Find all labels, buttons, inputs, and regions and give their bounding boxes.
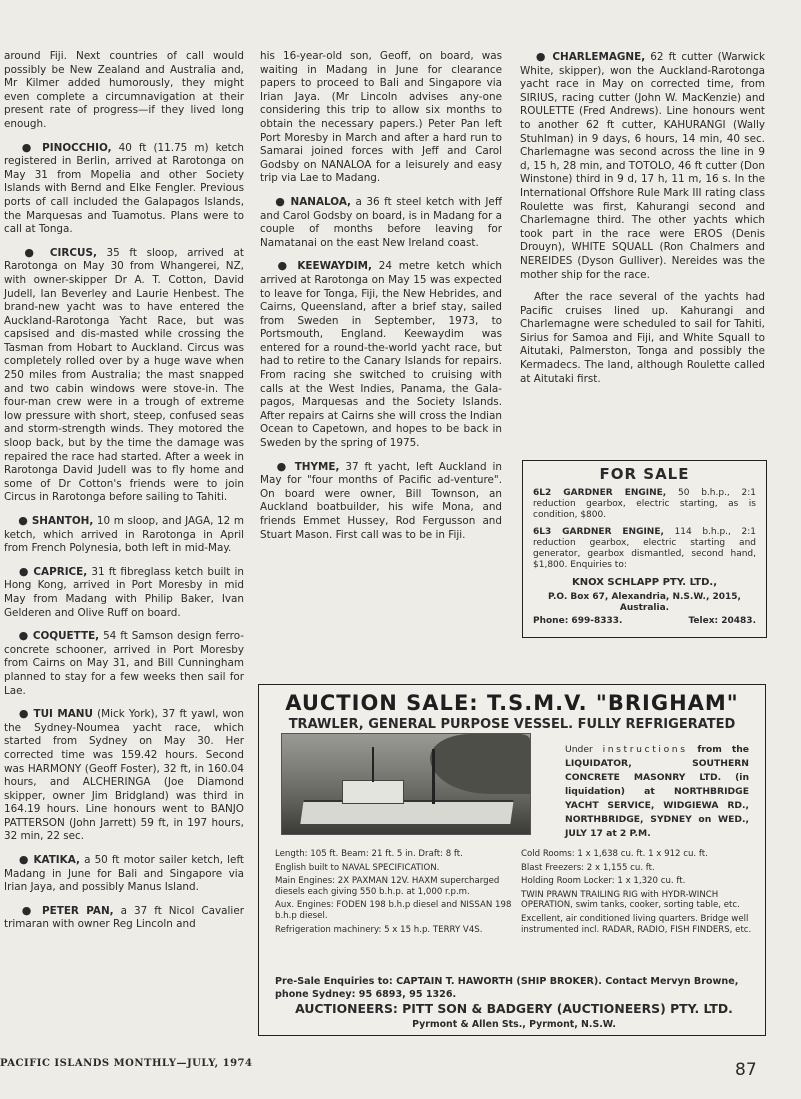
- spec-item: Refrigeration machinery: 5 x 15 h.p. TERRY V4S.: [275, 924, 483, 935]
- entry-nanaloa: [260, 195, 502, 250]
- entry-text: a 36 ft steel ketch with Jeff and Carol Godsby on board, is in Madang for a couple of months before leaving for Namatanai on the east New Ireland coast.: [260, 195, 502, 249]
- telex-number: Telex: 20483.: [688, 616, 756, 626]
- bullet-icon: ●: [18, 245, 41, 259]
- bullet-icon: ●: [18, 514, 29, 527]
- contact-row: [533, 616, 756, 627]
- phone-number: Phone: 699-8333.: [533, 616, 623, 626]
- auction-ad: [258, 684, 766, 1036]
- entry-coquette: [4, 629, 244, 698]
- entry-katika: [4, 853, 244, 895]
- entry-name: KEEWAYDIM,: [297, 260, 372, 273]
- spec-item: Blast Freezers: 2 x 1,155 cu. ft.: [521, 862, 655, 873]
- under-word: Under: [565, 744, 593, 755]
- spec-item: Excellent, air conditioned living quarters. Bridge well instrumented incl. RADAR, RADIO, FISH FINDERS, etc.: [521, 913, 752, 935]
- entry-text: 54 ft Samson design ferro-concrete schooner, arrived in Port Moresby from Cairns on May 31, and Bill Cunningham planned to stay for a few weeks then sail for Lae.: [4, 630, 244, 697]
- entry-text: a 37 ft Nicol Cavalier trimaran with owner Reg Lincoln and: [4, 904, 244, 931]
- item-head: 6L3 GARDNER ENGINE,: [533, 527, 664, 537]
- bullet-icon: ●: [18, 903, 36, 917]
- photo-trees: [430, 734, 530, 794]
- bullet-icon: ●: [274, 459, 289, 473]
- bullet-icon: ●: [18, 140, 36, 154]
- entry-name: CAPRICE,: [33, 565, 88, 578]
- page-footer: PACIFIC ISLANDS MONTHLY—JULY, 1974: [0, 1058, 253, 1069]
- col2-intro: his 16-year-old son, Geoff, on board, was waiting in Madang in June for clearance papers to proceed to Bali and Singapore via Irian Jaya. (Mr Lincoln advises any-one considering this trip to allow six months to obtain the necessary papers.) Peter Pan left Port Moresby in March and after a hard run to Samarai joined forces with Jeff and Carol Godsby on NANALOA for a leisurely and easy trip via Lae to Madang.: [260, 50, 502, 185]
- spec-item: English built to NAVAL SPECIFICATION.: [275, 862, 440, 873]
- spec-item: Aux. Engines: FODEN 198 b.h.p diesel and NISSAN 198 b.h.p diesel.: [275, 900, 512, 921]
- entry-name: THYME,: [294, 460, 340, 473]
- entry-thyme: [260, 460, 502, 543]
- spec-item: Main Engines: 2X PAXMAN 12V. HAXM supercharged diesels each giving 550 b.h.p. at 1,000 r.p.m.: [275, 876, 500, 897]
- specs-right: [521, 849, 757, 938]
- spec-item: TWIN PRAWN TRAILING RIG with HYDR-WINCH OPERATION, swim tanks, cooker, sorting table, etc.: [521, 889, 740, 911]
- specs-left: [275, 849, 513, 938]
- bullet-icon: ●: [18, 629, 29, 643]
- column-3: [520, 50, 765, 395]
- entry-name: PINOCCHIO,: [42, 141, 112, 154]
- trawler-photo: [281, 733, 531, 835]
- item-head: 6L2 GARDNER ENGINE,: [533, 488, 667, 498]
- entry-pinocchio: [4, 141, 244, 237]
- col3-paragraph: After the race several of the yachts had Pacific cruises lined up. Kahurangi and Charlemagne were scheduled to sail for Tahiti, Sirius for Samoa and Fiji, and White Squall to Aitutaki, Palmerston, Tonga and possibly the Kermadecs. The land, although Roulette called at Aitutaki first.: [520, 291, 765, 385]
- for-sale-title: FOR SALE: [599, 465, 690, 483]
- entry-name: NANALOA,: [290, 195, 352, 208]
- auction-subtitle: TRAWLER, GENERAL PURPOSE VESSEL. FULLY REFRIGERATED: [288, 717, 736, 732]
- pre-sale-enquiries: Pre-Sale Enquiries to: CAPTAIN T. HAWORTH (SHIP BROKER). Contact Mervyn Browne, phone Sydney: 95 6893, 95 1326.: [275, 976, 739, 1000]
- bullet-icon: ●: [274, 194, 287, 208]
- item-text: 50 b.h.p., 2:1 reduction gearbox, electric starting, as is condition, $800.: [533, 488, 757, 520]
- for-sale-item-2: [533, 527, 756, 571]
- photo-mast-2: [372, 747, 374, 782]
- entry-charlemagne: [520, 50, 765, 282]
- company-name: KNOX SCHLAPP PTY. LTD.,: [571, 577, 718, 588]
- instructions-text: from the LIQUIDATOR, SOUTHERN CONCRETE MASONRY LTD. (in liquidation) at NORTHBRIDGE YACHT SERVICE, WIDGIEWA RD., NORTHBRIDGE, SYDNEY on WED., JULY 17 at 2 P.M.: [565, 744, 750, 839]
- bullet-icon: ●: [18, 707, 30, 721]
- entry-circus: [4, 246, 244, 505]
- spec-item: Holding Room Locker: 1 x 1,320 cu. ft.: [521, 876, 686, 887]
- entry-caprice: [4, 565, 244, 620]
- for-sale-ad: [522, 460, 767, 638]
- photo-mast: [432, 749, 435, 804]
- entry-name: SHANTOH,: [31, 515, 94, 527]
- spec-item: Cold Rooms: 1 x 1,638 cu. ft. 1 x 912 cu. ft.: [521, 849, 708, 859]
- instructions-word: instructions: [602, 744, 688, 755]
- entry-text: 10 m sloop, and JAGA, 12 m ketch, which arrived in Rarotonga in April from French Polynesia, both left in mid-May.: [4, 515, 244, 555]
- auctioneers-address: Pyrmont & Allen Sts., Pyrmont, N.S.W.: [412, 1019, 616, 1030]
- entry-name: KATIKA,: [33, 854, 80, 867]
- photo-hull: [300, 800, 513, 824]
- for-sale-item-1: [533, 488, 756, 521]
- entry-name: CIRCUS,: [49, 246, 97, 259]
- item-text: 114 b.h.p., 2:1 reduction gearbox, electric starting and generator, gearbox dismantled, second hand, $1,800. Enquiries to:: [533, 527, 756, 570]
- column-1: [4, 50, 244, 941]
- auction-instructions: [565, 743, 749, 841]
- auction-title: AUCTION SALE: T.S.M.V. "BRIGHAM": [285, 691, 739, 715]
- entry-text: 35 ft sloop, arrived at Rarotonga on May 30 from Whangerei, NZ, with owner-skipper Dr A. T. Cotton, David Judell, Ian Beverley and Laurie Henbest. The brand-new yacht was to have entered the Auckland-Rarotonga Yacht Race, but was capsised and dis-masted while crossing the Tasman from Hobart to Auckland. Circus was completely rolled over by a huge wave when 250 miles from Australia; the mast snapped and two cabin windows were stove-in. The four-man crew were in a trough of extreme low pressure with short, steep, confused seas and storm-strength winds. They motored the sloop back, but by the time the damage was repaired the race had started. After a week in Rarotonga David Judell was to fly home and some of Dr Cotton's friends were to join Circus in Rarotonga before sailing to Tahiti.: [4, 246, 244, 504]
- bullet-icon: ●: [274, 259, 291, 273]
- entry-text: 24 metre ketch which arrived at Rarotonga on May 15 was expected to leave for Tonga, Fiji, the New Hebrides, and Cairns, Queensland, after a brief stay, sailed from Sweden in September, 1973, to Portsmouth, England. Keewaydim was entered for a round-the-world yacht race, but had to retire to the Canary Islands for repairs. From racing she switched to cruising with calls at the West Indies, Panama, the Gala-pagos, Marquesas and the Society Islands. After repairs at Cairns she will cross the Indian Ocean to Capetown, and hopes to be back in Sweden by the spring of 1975.: [260, 260, 503, 450]
- entry-peter-pan: [4, 904, 244, 932]
- entry-text: 62 ft cutter (Warwick White, skipper), won the Auckland-Rarotonga yacht race in May on corrected time, from SIRIUS, racing cutter (John W. MacKenzie) and ROULETTE (Fred Andrews). Line honours went to another 62 ft cutter, KAHURANGI (Wally Stuhlman) in 9 days, 6 hours, 14 min, 40 sec. Charlemagne was second across the line in 9 d, 15 h, 28 min, and TOTOLO, 46 ft cutter (Don Winstone) third in 9 d, 17 h, 11 m, 16 s. In the International Offshore Rule Mark III rating class Roulette was first, Kahurangi second and Charlemagne third. The other yachts which took part in the race were EROS (Denis Drouyn), WHITE SQUALL (Ron Chalmers and NEREIDES (Dyson Gulliver). Nereides was the mother ship for the race.: [520, 51, 765, 281]
- entry-name: TUI MANU: [33, 708, 93, 721]
- auctioneers: AUCTIONEERS: PITT SON & BADGERY (AUCTIONEERS) PTY. LTD.: [295, 1001, 733, 1016]
- entry-keewaydim: [260, 259, 502, 450]
- spec-item: Length: 105 ft. Beam: 21 ft. 5 in. Draft: 8 ft.: [275, 849, 463, 859]
- company-address: P.O. Box 67, Alexandria, N.S.W., 2015, Australia.: [548, 592, 741, 613]
- entry-text: (Mick York), 37 ft yawl, won the Sydney-Noumea yacht race, which started from Sydney on May 30. Her corrected time was 159.42 hours. Second was HARMONY (Geoff Foster), 32 ft, in 160.04 hours, and ALCHERINGA (Joe Diamond skipper, owner Jim Bridgland) was third in 164.19 hours. Line honours went to BANJO PATTERSON (John Jarrett) 59 ft, in 197 hours, 32 min, 22 sec.: [4, 708, 244, 843]
- column-2: [260, 50, 502, 551]
- entry-shantoh: [4, 514, 244, 556]
- entry-tui-manu: [4, 707, 244, 844]
- entry-name: PETER PAN,: [42, 904, 114, 917]
- bullet-icon: ●: [534, 50, 548, 63]
- photo-cabin: [342, 780, 404, 804]
- entry-text: 37 ft yacht, left Auckland in May for "four months of Pacific ad-venture". On board were owner, Bill Townson, an Auckland boatbuilder, his wife Mona, and friends Emmet Hussey, Rod Fergusson and Stuart Mason. First call was to be in Fiji.: [260, 460, 502, 541]
- bullet-icon: ●: [18, 564, 30, 578]
- entry-name: COQUETTE,: [32, 630, 100, 643]
- entry-text: 40 ft (11.75 m) ketch registered in Berlin, arrived at Rarotonga on May 31 from Mopelia and other Society Islands with Bernd and Elke Fengler. Previous ports of call included the Galapagos Islands, the Marquesas and Tuamotus. Plans were to call at Tonga.: [4, 141, 244, 236]
- col1-intro: around Fiji. Next countries of call would possibly be New Zealand and Australia and, Mr Kilmer added humorously, they might even complete a circumnavigation at their present rate of progress—if they lived long enough.: [4, 50, 244, 130]
- entry-text: a 50 ft motor sailer ketch, left Madang in June for Bali and Singapore via Irian Jaya, and possibly Manus Island.: [4, 854, 244, 894]
- entry-text: 31 ft fibreglass ketch built in Hong Kong, arrived in Port Moresby in mid May from Madang with Philip Baker, Ivan Gelderen and Olive Ruff on board.: [4, 565, 244, 619]
- page-number: 87: [735, 1060, 757, 1080]
- entry-name: CHARLEMAGNE,: [552, 51, 646, 63]
- bullet-icon: ●: [18, 853, 30, 867]
